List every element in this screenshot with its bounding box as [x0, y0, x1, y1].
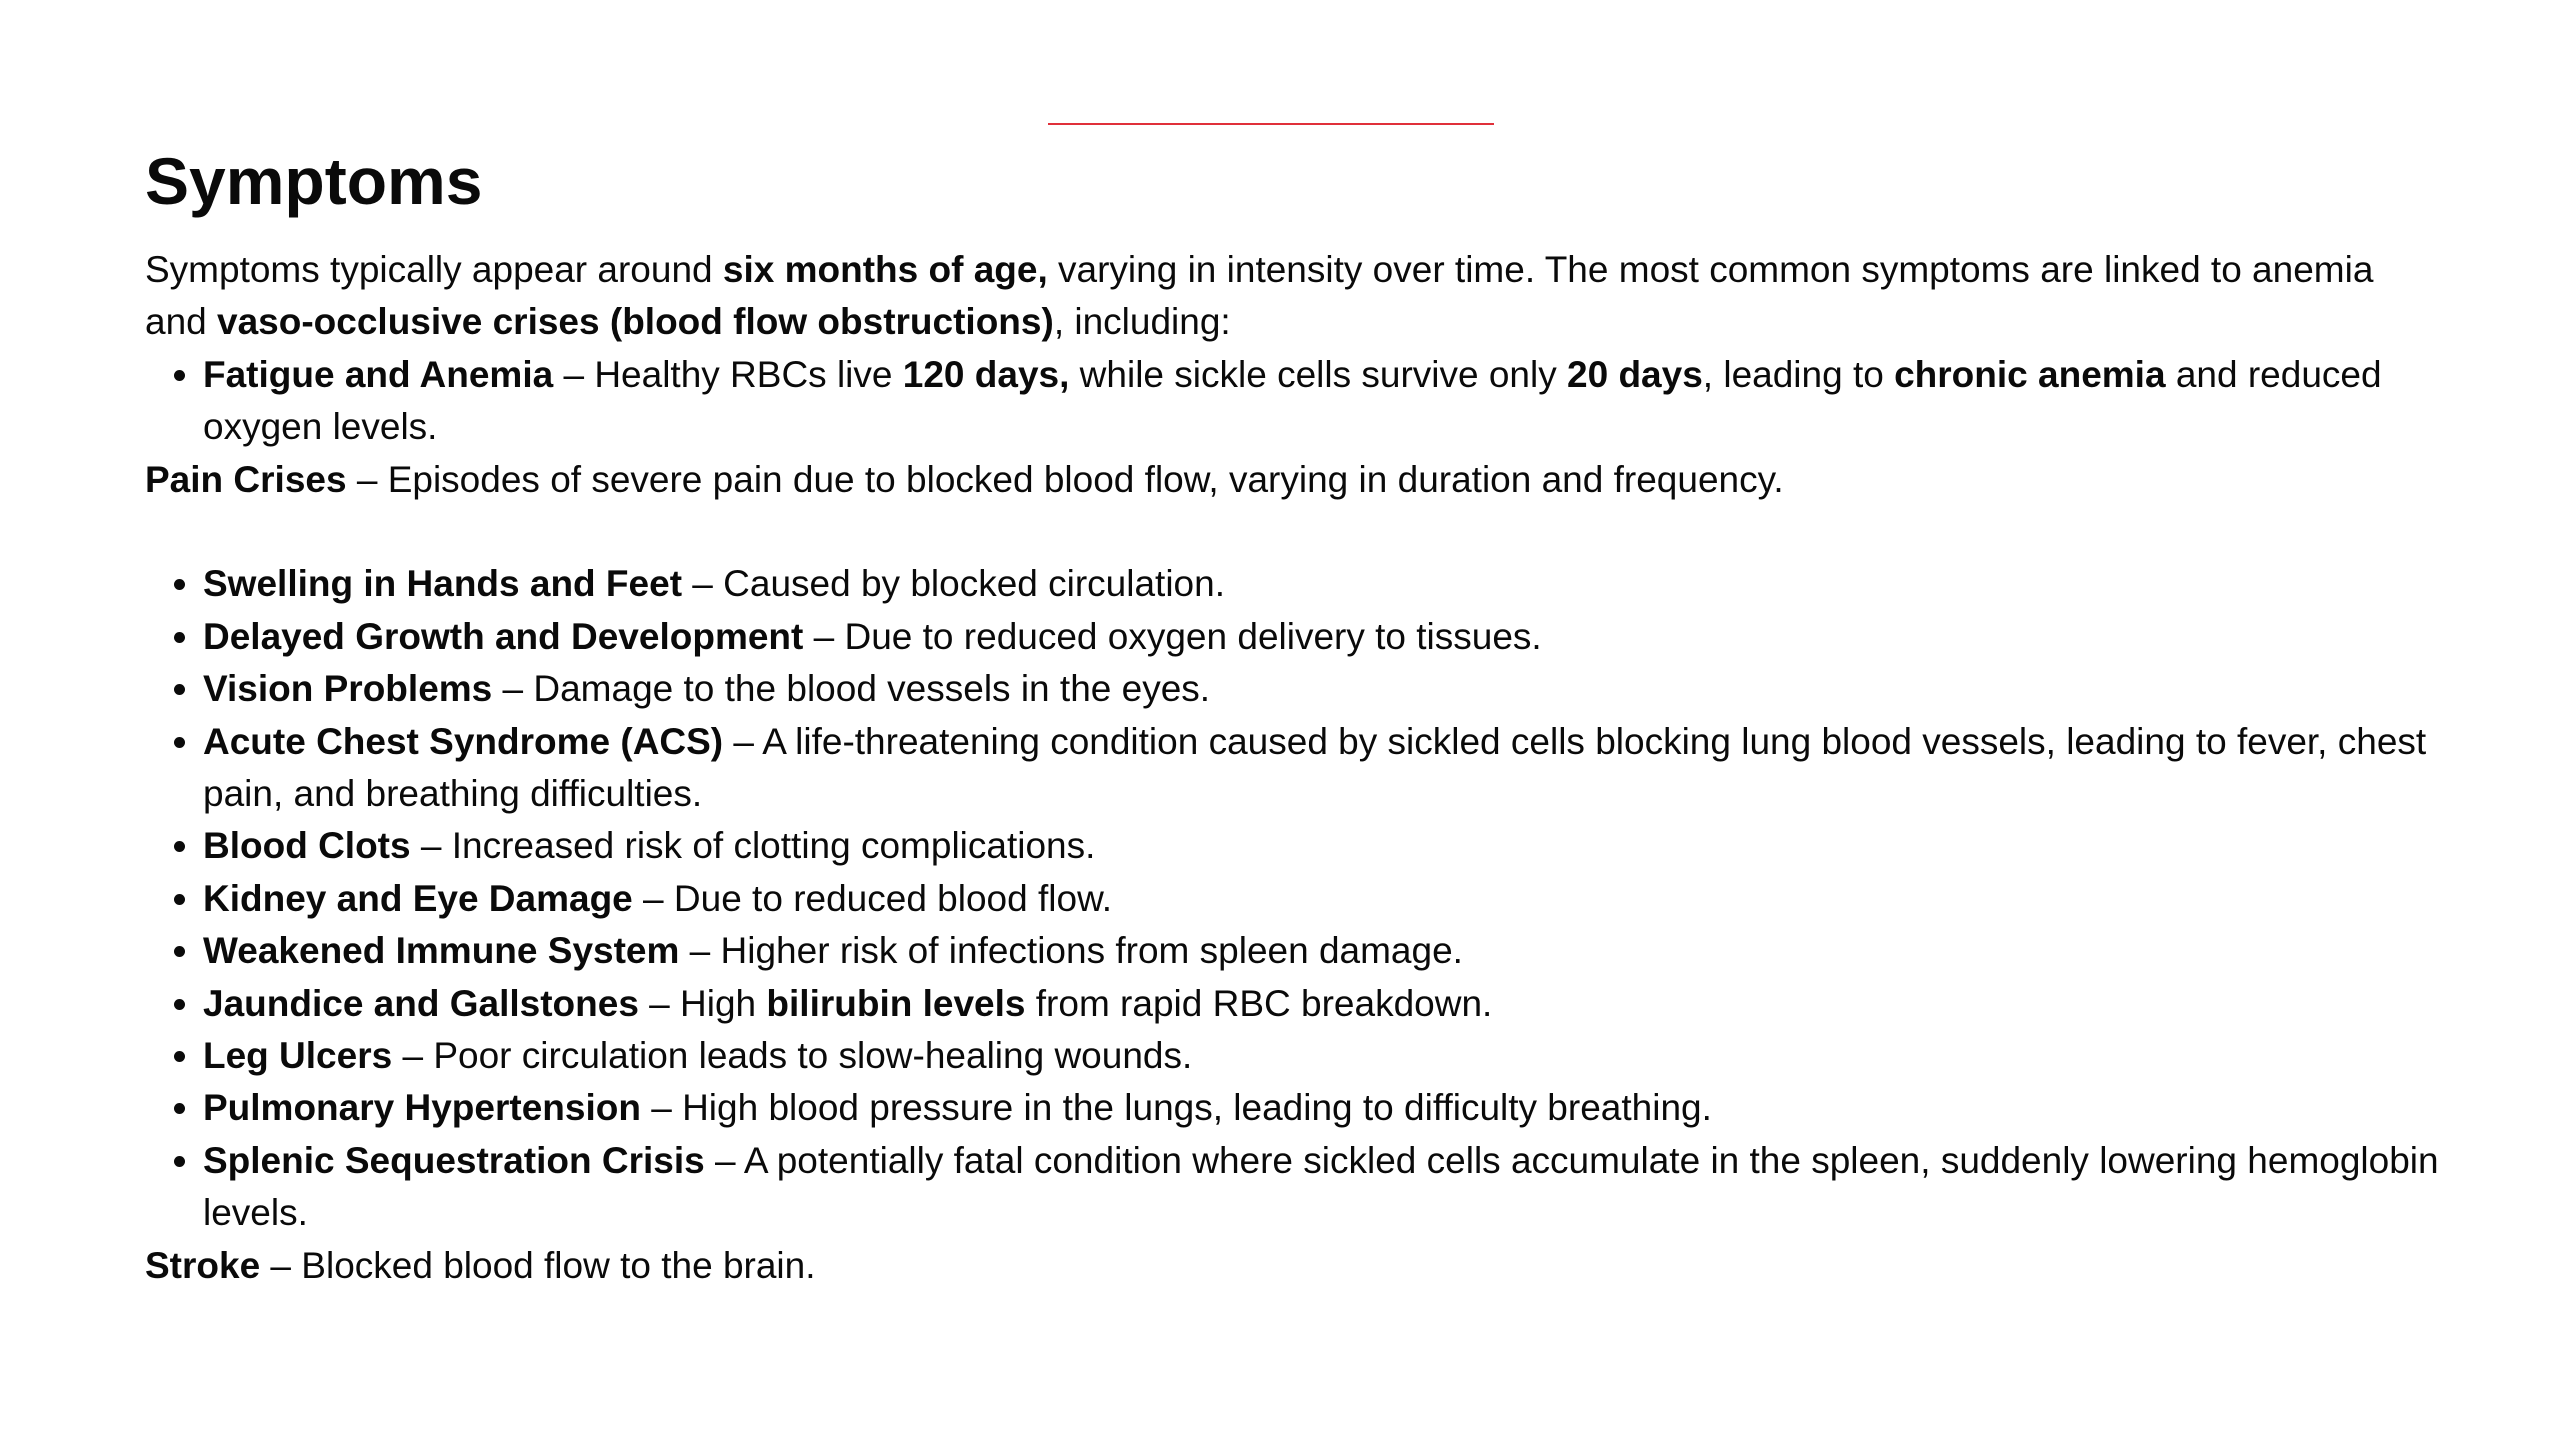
- page-title: Symptoms: [145, 144, 483, 218]
- list-item-acs: • Acute Chest Syndrome (ACS) – A life-threatening condition caused by sickled cells blocking lung blood vessels, leading to fever, chest pain, and breathing difficulties.: [203, 716, 2445, 821]
- list-item-immune: • Weakened Immune System – Higher risk of infections from spleen damage.: [203, 925, 2445, 977]
- list-item-fatigue: • Fatigue and Anemia – Healthy RBCs live 120 days, while sickle cells survive only 20 days, leading to chronic anemia and reduced oxygen levels.: [203, 349, 2445, 454]
- list-item-leg-ulcers: • Leg Ulcers – Poor circulation leads to slow-healing wounds.: [203, 1030, 2445, 1082]
- pain-crises-paragraph: Pain Crises – Episodes of severe pain due to blocked blood flow, varying in duration and frequency.: [145, 458, 1784, 500]
- list-item-kidney-eye: • Kidney and Eye Damage – Due to reduced blood flow.: [203, 873, 2445, 925]
- document-content: [145, 136, 2445, 1292]
- list-item-swelling: • Swelling in Hands and Feet – Caused by blocked circulation.: [203, 558, 2445, 610]
- list-item-growth: • Delayed Growth and Development – Due to reduced oxygen delivery to tissues.: [203, 611, 2445, 663]
- list-item-pulmonary: • Pulmonary Hypertension – High blood pressure in the lungs, leading to difficulty breathing.: [203, 1082, 2445, 1134]
- symptom-list: [145, 558, 2445, 1239]
- list-item-vision: • Vision Problems – Damage to the blood vessels in the eyes.: [203, 663, 2445, 715]
- stroke-paragraph: Stroke – Blocked blood flow to the brain.: [145, 1244, 816, 1286]
- symptom-list-primary: [145, 349, 2445, 454]
- list-item-blood-clots: • Blood Clots – Increased risk of clotting complications.: [203, 820, 2445, 872]
- accent-divider: [1048, 123, 1494, 125]
- list-item-splenic: • Splenic Sequestration Crisis – A potentially fatal condition where sickled cells accumulate in the spleen, suddenly lowering hemoglobin levels.: [203, 1135, 2445, 1240]
- list-item-jaundice: • Jaundice and Gallstones – High bilirubin levels from rapid RBC breakdown.: [203, 978, 2445, 1030]
- body-text: [145, 244, 2445, 1292]
- intro-paragraph: Symptoms typically appear around six months of age, varying in intensity over time. The most common symptoms are linked to anemia and vaso-occlusive crises (blood flow obstructions), including:: [145, 249, 2374, 343]
- spacer: [145, 506, 2445, 558]
